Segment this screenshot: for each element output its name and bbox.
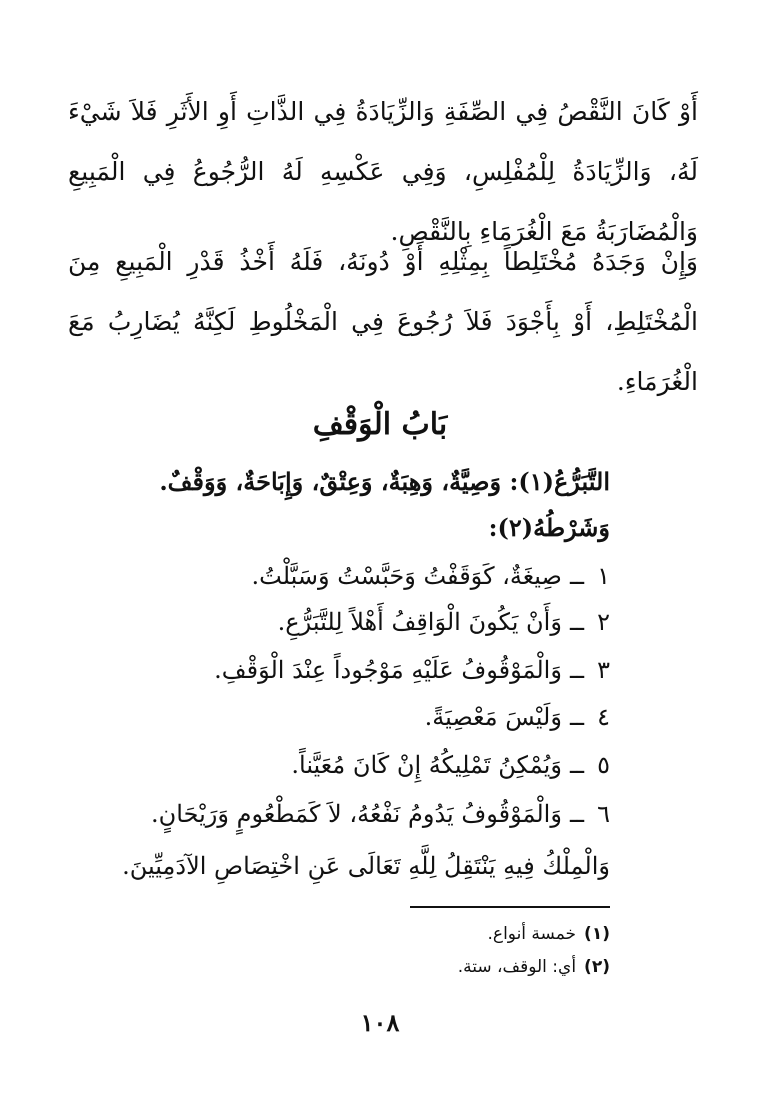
- condition-number: ٦: [597, 800, 610, 828]
- condition-text: وَالْمَوْقُوفُ يَدُومُ نَفْعُهُ، لاَ كَمَطْعُومٍ وَرَيْحَانٍ.: [151, 800, 562, 828]
- condition-text: وَأَنْ يَكُونَ الْوَاقِفُ أَهْلاً لِلتَّبَرُّعِ.: [277, 608, 562, 636]
- condition-number: ٤: [597, 703, 610, 731]
- footnote-number: (٢): [584, 957, 610, 977]
- condition-number: ١: [597, 562, 610, 590]
- chapter-heading: بَابُ الْوَقْفِ: [312, 407, 448, 442]
- condition-text: وَلَيْسَ مَعْصِيَةً.: [424, 703, 562, 731]
- condition-item: [291, 745, 610, 785]
- intro-line: التَّبَرُّعُ(١): وَصِيَّةٌ، وَهِبَةٌ، وَعِتْقٌ، وَإِبَاحَةٌ، وَوَقْفٌ.: [159, 467, 610, 496]
- footnote-number: (١): [584, 924, 610, 944]
- condition-number: ٢: [597, 608, 610, 636]
- condition-item: [214, 650, 610, 690]
- conditions-label: وَشَرْطُهُ(٢):: [488, 513, 610, 542]
- condition-text: وَيُمْكِنُ تَمْلِيكُهُ إِنْ كَانَ مُعَيَّناً.: [291, 751, 562, 779]
- closing-line: وَالْمِلْكُ فِيهِ يَنْتَقِلُ لِلَّهِ تَعَالَى عَنِ اخْتِصَاصِ الآدَمِيِّينَ.: [122, 852, 610, 880]
- footnote-text: أي: الوقف، ستة.: [457, 957, 577, 977]
- dash-glyph: ــ: [569, 800, 584, 828]
- dash-glyph: ــ: [569, 608, 584, 636]
- condition-number: ٣: [597, 656, 610, 684]
- condition-number: ٥: [597, 751, 610, 779]
- condition-item: [252, 556, 611, 596]
- condition-item: [151, 794, 610, 834]
- dash-glyph: ــ: [569, 703, 584, 731]
- paragraph-mixed-goods: وَإِنْ وَجَدَهُ مُخْتَلِطاً بِمِثْلِهِ أَوْ دُونَهُ، فَلَهُ أَخْذُ قَدْرِ الْمَبِيعِ مِنَ الْمُخْتَلِطِ، أَوْ بِأَجْوَدَ فَلاَ رُجُوعَ فِي الْمَخْلُوطِ لَكِنَّهُ يُضَارِبُ مَعَ الْغُرَمَاءِ.: [68, 247, 698, 396]
- footnote-separator: [410, 906, 610, 908]
- footnote: [458, 953, 610, 981]
- footnote-text: خمسة أنواع.: [487, 924, 577, 944]
- condition-item: [425, 697, 610, 737]
- dash-glyph: ــ: [569, 656, 584, 684]
- condition-item: [278, 602, 610, 642]
- paragraph-bankruptcy-continuation: أَوْ كَانَ النَّقْصُ فِي الصِّفَةِ وَالزِّيَادَةُ فِي الذَّاتِ أَوِ الأَثَرِ فَلاَ شَيْءَ لَهُ، وَالزِّيَادَةُ لِلْمُفْلِسِ، وَفِي عَكْسِهِ لَهُ الرُّجُوعُ فِي الْمَبِيعِ وَالْمُضَارَبَةُ مَعَ الْغُرَمَاءِ بِالنَّقْصِ.: [68, 97, 698, 246]
- page-number: ١٠٨: [360, 1008, 400, 1037]
- condition-text: صِيغَةٌ، كَوَقَفْتُ وَحَبَّسْتُ وَسَبَّلْتُ.: [251, 562, 562, 590]
- footnote: [488, 920, 610, 948]
- dash-glyph: ــ: [569, 562, 584, 590]
- dash-glyph: ــ: [569, 751, 584, 779]
- condition-text: وَالْمَوْقُوفُ عَلَيْهِ مَوْجُوداً عِنْدَ الْوَقْفِ.: [214, 656, 562, 684]
